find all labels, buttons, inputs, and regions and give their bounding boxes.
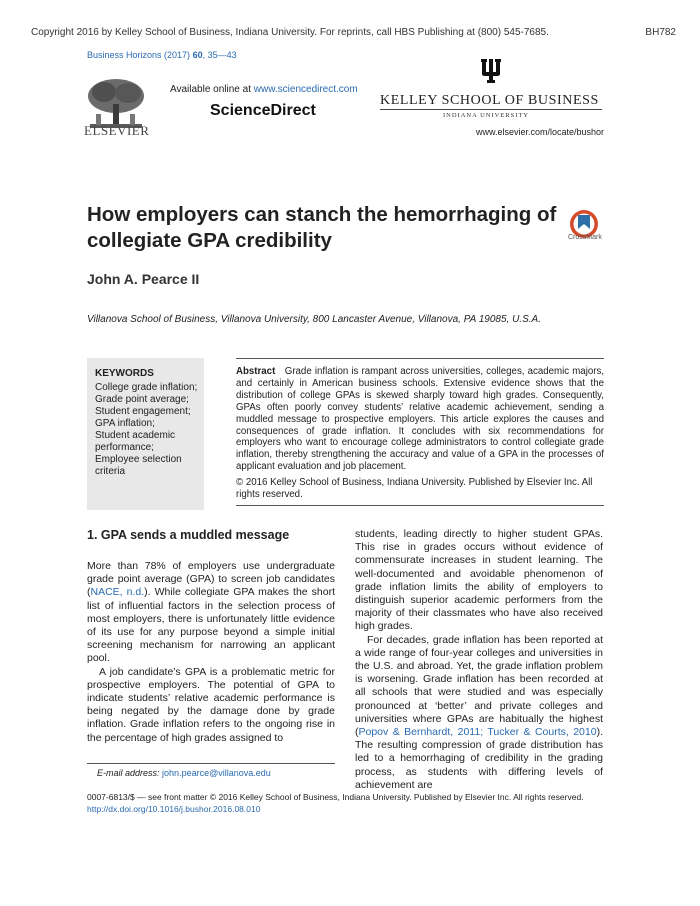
author-affiliation: Villanova School of Business, Villanova University, 800 Lancaster Avenue, Villanova, PA 19085, U.S.A. bbox=[87, 314, 541, 325]
keyword-item: Student engagement; bbox=[95, 406, 191, 417]
article-title: How employers can stanch the hemorrhaging of collegiate GPA credibility bbox=[87, 203, 557, 252]
iu-trident-icon bbox=[478, 55, 504, 85]
paragraph: A job candidate’s GPA is a problematic metric for prospective employers. The potential of GPA to indicate students’ relative academic performance is being negated by the damage done by grade inflation. Grade inflation refers to the ongoing rise in the percentage of high grades assigned to bbox=[87, 665, 335, 744]
abstract bbox=[236, 366, 604, 473]
sciencedirect-wordmark: ScienceDirect bbox=[210, 102, 316, 119]
elsevier-wordmark: ELSEVIER bbox=[84, 123, 150, 138]
email-label: E-mail address: bbox=[97, 768, 160, 778]
copyright-notice: Copyright 2016 by Kelley School of Business, Indiana University. For reprints, call HBS Publishing at (800) 545-7685. bbox=[31, 27, 549, 38]
keywords-list bbox=[95, 382, 201, 478]
abstract-copyright: © 2016 Kelley School of Business, Indiana University. Published by Elsevier Inc. All rights reserved. bbox=[236, 477, 593, 500]
journal-citation[interactable] bbox=[87, 50, 237, 60]
keyword-item: Employee selection criteria bbox=[95, 454, 182, 477]
front-matter-notice: 0007-6813/$ — see front matter © 2016 Kelley School of Business, Indiana University. Published by Elsevier Inc. All rights reserved. bbox=[87, 792, 584, 802]
paragraph: More than 78% of employers use undergraduate grade point average (GPA) to screen job candidates (NACE, n.d.). While collegiate GPA makes the short list of influential factors in the selection process of most employers, there is unfortunately little evidence of its use for any purpose beyond a simple initial screening mechanism for narrowing an applicant pool. bbox=[87, 560, 336, 665]
citation-link[interactable]: Popov & Bernhardt, 2011; Tucker & Courts, 2010 bbox=[358, 726, 597, 739]
footnote-rule bbox=[87, 763, 335, 764]
abstract-top-rule bbox=[236, 358, 604, 359]
journal-name: Business Horizons (2017) bbox=[87, 50, 191, 60]
paragraph: students, leading directly to higher student GPAs. This rise in grades occurs without evidence of commensurate increases in student learning. The well-documented and avoidable phenomenon of grade inflation limits the ability of employers to distinguish superior academic performers from the majority of their classmates who have also received high grades. bbox=[355, 528, 603, 633]
keyword-item: GPA inflation; bbox=[95, 418, 155, 429]
author-name: John A. Pearce II bbox=[87, 271, 200, 287]
journal-url[interactable]: www.elsevier.com/locate/bushor bbox=[476, 127, 605, 137]
keyword-item: Grade point average; bbox=[95, 394, 189, 405]
email-link[interactable]: john.pearce@villanova.edu bbox=[162, 768, 271, 778]
available-online bbox=[170, 84, 358, 95]
keyword-item: Student academic performance; bbox=[95, 430, 176, 453]
doi-link[interactable]: http://dx.doi.org/10.1016/j.bushor.2016.08.010 bbox=[87, 804, 261, 814]
citation-link[interactable]: NACE, n.d. bbox=[90, 586, 145, 599]
journal-pages: , 35—43 bbox=[202, 50, 237, 60]
kelley-wordmark: KELLEY SCHOOL OF BUSINESS bbox=[380, 93, 599, 108]
journal-volume: 60 bbox=[192, 50, 203, 60]
paragraph: For decades, grade inflation has been reported at a wide range of four-year colleges and universities in the U.S. and abroad. Yet, the grade inflation problem is worsening. Grade inflation has been recorded at all schools that were studied and was especially pronounced at ‘better’ and private colleges and universities where GPAs are habitually the highest (Popov & Bernhardt, 2011; Tucker & Courts, 2010). The resulting compression of grade distribution has led to a hemorrhaging of credibility in the grading process, as students with differing levels of achievement are bbox=[355, 633, 603, 791]
keyword-item: College grade inflation; bbox=[95, 382, 198, 393]
body-column-left bbox=[87, 560, 335, 745]
article-code: BH782 bbox=[645, 27, 676, 38]
abstract-label: Abstract bbox=[236, 366, 276, 377]
sciencedirect-link[interactable]: www.sciencedirect.com bbox=[253, 84, 358, 95]
crossmark-label: CrossMark bbox=[568, 234, 602, 241]
abstract-bottom-rule bbox=[236, 505, 604, 506]
section-heading: 1. GPA sends a muddled message bbox=[87, 528, 290, 542]
kelley-divider bbox=[380, 109, 602, 110]
body-column-right bbox=[355, 528, 603, 792]
abstract-text: Grade inflation is rampant across universities, colleges, academic majors, and certainly in American business schools. Extensive evidence shows that the distribution of college GPAs is skewed sharply toward high grades. Consequently, GPAs often poorly convey students’ relative academic achievement, sending a muddled message to prospective employers. This article explores the causes and consequences of grade inflation. It concludes with six recommendations for employers who want to encourage college administrators to control collegiate grade inflation, thereby strengthening the accuracy and value of a GPA in the processes of applicant evaluation and job placement. bbox=[236, 366, 605, 473]
iu-wordmark: INDIANA UNIVERSITY bbox=[443, 112, 530, 119]
email-footnote bbox=[97, 768, 271, 778]
keywords-heading: KEYWORDS bbox=[95, 368, 154, 379]
available-prefix: Available online at bbox=[170, 84, 254, 95]
